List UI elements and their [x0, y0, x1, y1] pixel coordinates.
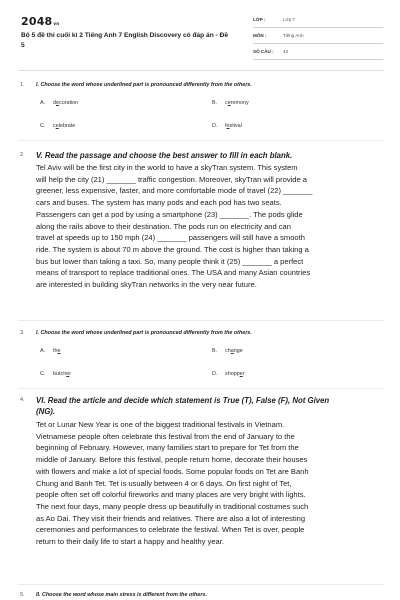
meta-count-row [253, 44, 383, 60]
option-letter: A. [40, 100, 46, 106]
question-number: 3. [20, 330, 25, 336]
option-text: butch [53, 371, 67, 377]
meta-class-value: Lớp 7 [283, 17, 295, 22]
option-text: shopp [225, 371, 240, 377]
article-line: with flowers and make a lot of special foods. Some popular foods on Tet are Banh [36, 466, 309, 476]
question-heading: V. Read the passage and choose the best answer to fill in each blank. [36, 151, 293, 160]
question-heading: I. Choose the word whose underlined part is pronounced differently from the others. [36, 330, 252, 336]
passage-line: Tel Aviv will be the first city in the world to have a skyTran system. This system [36, 163, 298, 172]
passage-line: travel at speeds up to 150 mph (24) _______ passengers will still have a smooth [36, 233, 305, 243]
question-divider [18, 320, 384, 321]
option-text: ch [225, 348, 231, 354]
passage-line: Passengers can get a pod by using a smartphone (23) _______. The pods glide [36, 209, 303, 219]
option-letter: A. [40, 348, 46, 354]
underlined-part: e [226, 123, 230, 129]
passage-line: ride. The system is about 70 m above the ground. The cost is higher than taking a [36, 244, 309, 254]
question-divider [18, 140, 384, 141]
document-title: Bộ 5 đề thi cuối kì 2 Tiếng Anh 7 English Discovery có đáp án - Đề 5 [21, 32, 229, 49]
article-line: return to their daily life to start a happy and healthy year. [36, 537, 224, 547]
article-line: The next four days, many people dress up beautifully in traditional costumes such [36, 501, 309, 511]
article-line: beginning of February. However, many families start to prepare for Tet from the [36, 443, 299, 453]
option-letter: D. [212, 371, 218, 377]
article-line: ceremonies and performances to celebrate the festival. When Tet is over, people [36, 525, 305, 535]
option-text: c [53, 123, 56, 129]
question-number: 5. [20, 592, 25, 598]
underlined-part: e [239, 371, 243, 377]
article [36, 419, 398, 548]
option-a[interactable] [40, 348, 61, 354]
option-letter: C. [40, 123, 46, 129]
passage-line: will help the city (21) _______ traffic congestion. Moreover, skyTran will provide a [36, 174, 307, 184]
option-letter: C. [40, 371, 46, 377]
option-text: r [69, 371, 71, 377]
question-heading: I. Choose the word whose underlined part is pronounced differently from the others. [36, 82, 252, 88]
passage-line: along the rails above to their destination. The pods run on electricity and can [36, 221, 291, 231]
option-b[interactable] [212, 348, 243, 354]
option-text: lebrate [58, 123, 76, 129]
passage [36, 162, 398, 291]
option-text: coration [59, 100, 79, 106]
option-letter: D. [212, 123, 218, 129]
option-a[interactable] [40, 100, 78, 106]
question-number: 2. [20, 152, 25, 158]
option-d[interactable] [212, 123, 242, 129]
meta-count-label: SỐ CÂU : [253, 49, 274, 54]
passage-line: are interested in building skyTran networks in the very near future. [36, 280, 257, 290]
site-logo[interactable] [21, 15, 59, 28]
header-divider [18, 70, 384, 71]
underlined-part: a [230, 348, 234, 354]
option-letter: B. [212, 100, 218, 106]
meta-count-value: 43 [283, 49, 289, 54]
option-text: r [242, 371, 245, 377]
passage-line: greener, less expensive, faster, and more comfortable mode of travel (22) _______ [36, 186, 313, 196]
meta-class-row [253, 12, 383, 28]
passage-line: means of transport to replace traditional ones. The USA and many Asian countries [36, 268, 311, 278]
article-line: as Ao Dai. They visit their friends and relatives. There are also a lot of interesting [36, 513, 306, 523]
meta-subject-value: Tiếng Anh [283, 33, 304, 38]
logo-suffix: vn [53, 21, 60, 26]
underlined-part: e [66, 371, 70, 377]
question-divider [18, 584, 384, 585]
question-heading: II. Choose the word whose main stress is different from the others. [36, 592, 207, 598]
option-b[interactable] [212, 100, 249, 106]
option-c[interactable] [40, 371, 71, 377]
underlined-part: e [57, 348, 61, 354]
article-line: Tet or Lunar New Year is one of the biggest traditional festivals in Vietnam. [36, 420, 285, 429]
article-line: Vietnamese people often celebrate this festival from the end of January to the [36, 431, 295, 441]
option-text: th [53, 348, 58, 354]
question-divider [18, 388, 384, 389]
article-line: middle of January. Before this festival, people return home, decorate their houses [36, 455, 308, 465]
document-header [0, 0, 400, 64]
passage-line: cars and buses. The system has many pods and each pod has two seats. [36, 198, 282, 208]
option-text: c [225, 100, 228, 106]
article-line: people often set off colorful fireworks and many places are very bright with lights. [36, 490, 306, 500]
question-number: 1. [20, 82, 25, 88]
underlined-part: e [227, 100, 231, 106]
option-text: stival [229, 123, 242, 129]
article-line: Chung and Banh Tet. Tet is usually between 4 or 6 days. On first night of Tet, [36, 478, 292, 488]
question-heading: VI. Read the article and decide which statement is True (T), False (F), Not Given [36, 396, 330, 405]
question-heading-cont: (NG). [36, 407, 56, 416]
passage-line: bus but lower than taking a taxi. So, many people think it (25) _______ a perfect [36, 256, 304, 266]
underlined-part: e [56, 100, 59, 106]
option-letter: B. [212, 348, 218, 354]
option-text: f [225, 123, 227, 129]
question-number: 4. [20, 397, 25, 403]
option-text: nge [233, 348, 243, 354]
underlined-part: e [55, 123, 59, 129]
logo-text: 2048 [21, 15, 53, 28]
meta-class-label: LỚP : [253, 17, 266, 22]
meta-subject-row [253, 28, 383, 44]
meta-subject-label: MÔN : [253, 33, 267, 38]
option-d[interactable] [212, 371, 244, 377]
option-c[interactable] [40, 123, 75, 129]
option-text: d [53, 100, 56, 106]
option-text: remony [230, 100, 249, 106]
